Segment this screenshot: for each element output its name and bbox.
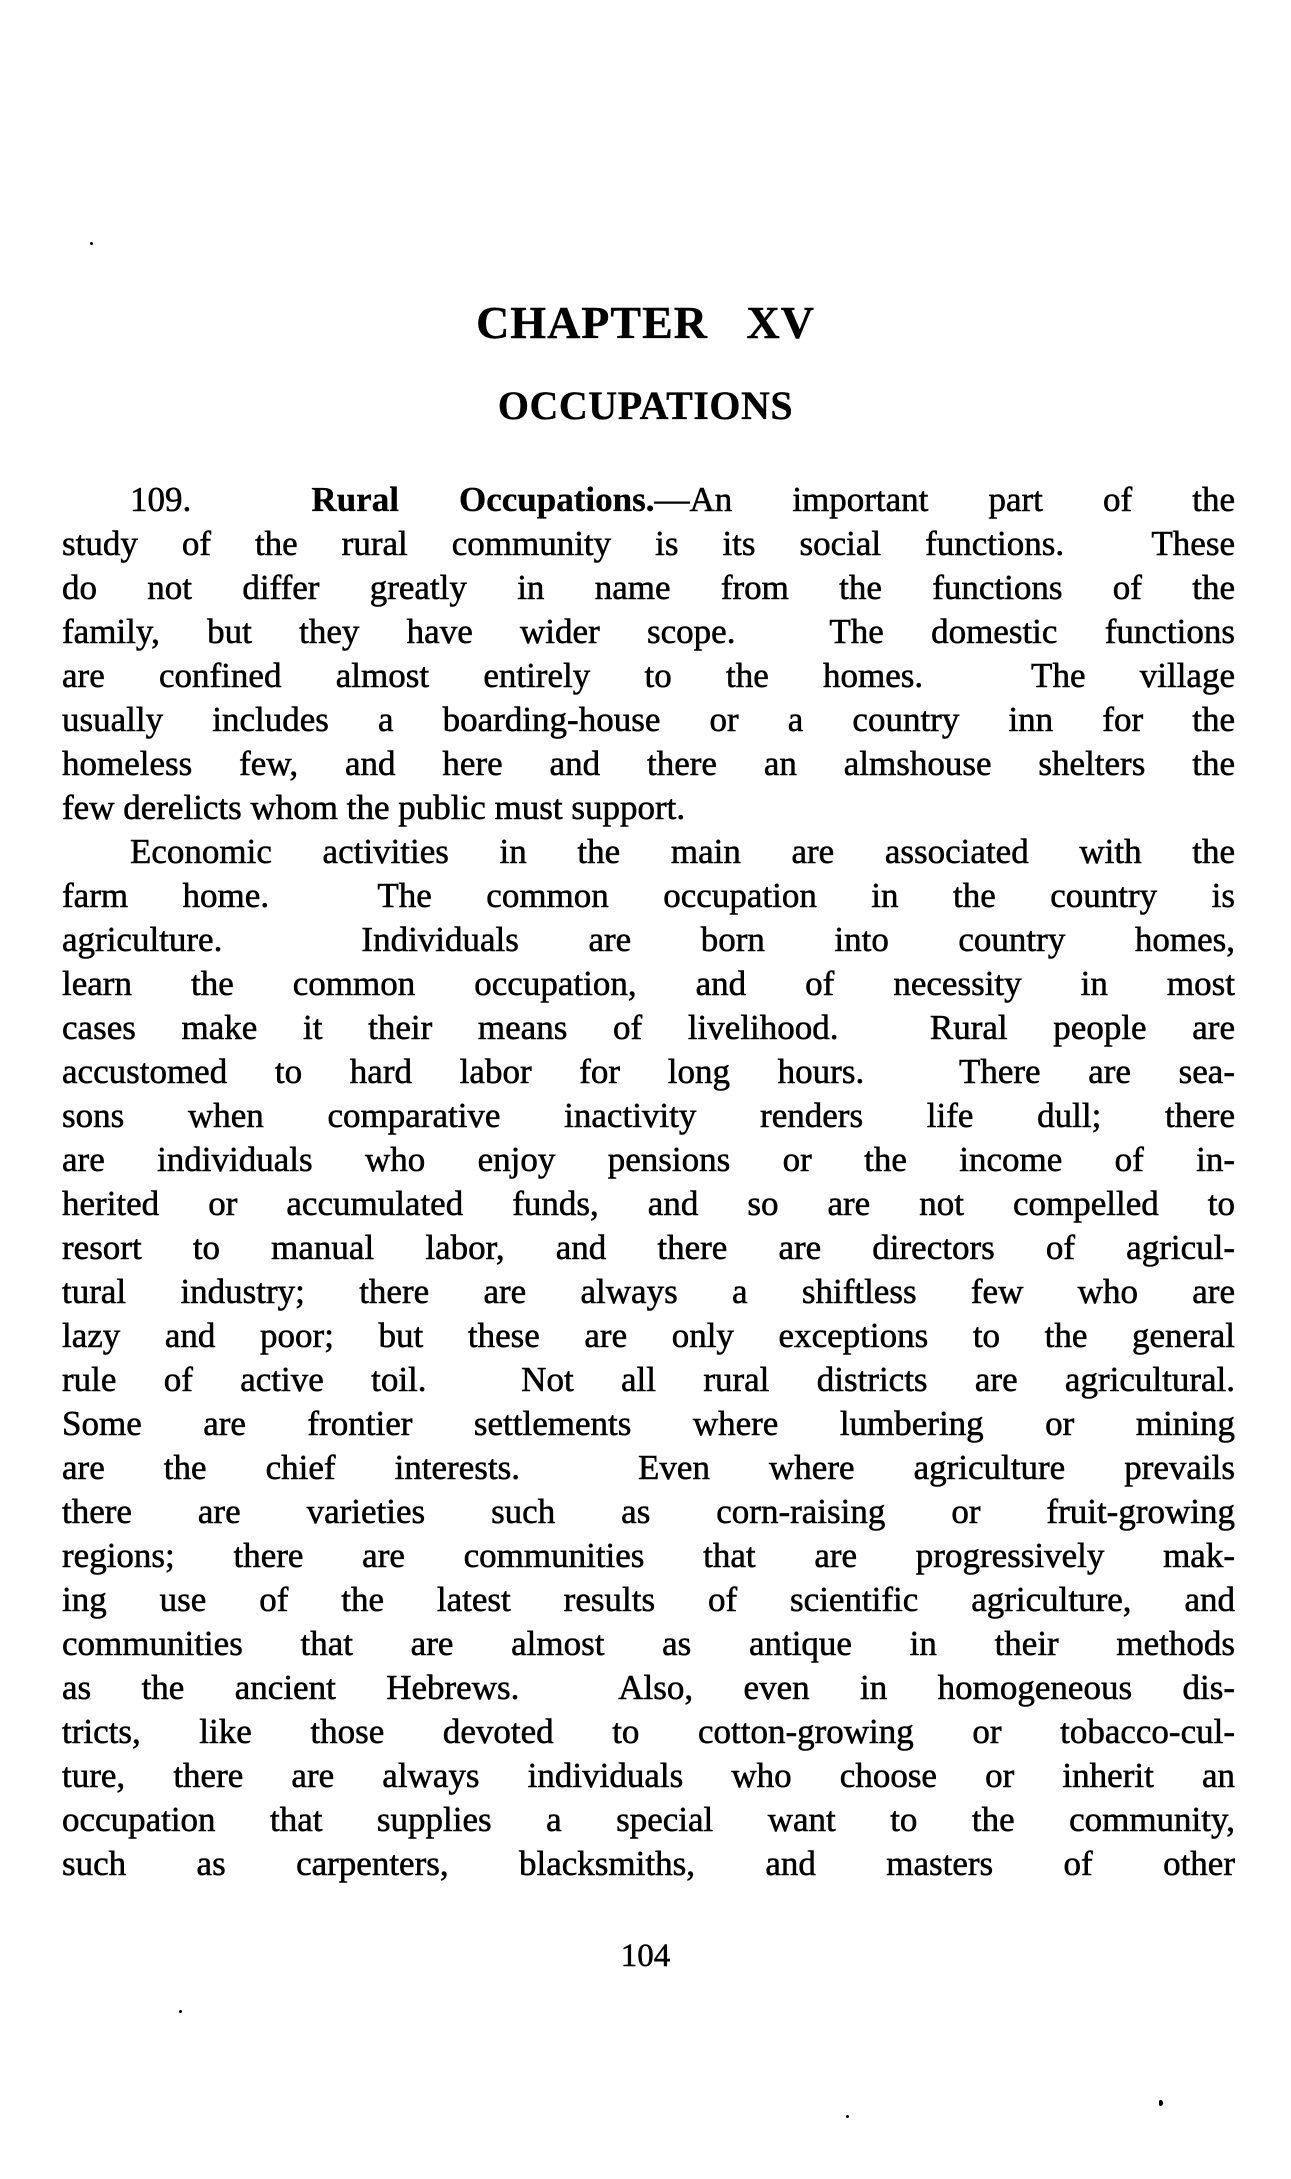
text-run: ing use of the latest results of scientific agriculture, and <box>62 1580 1235 1619</box>
text-run: agriculture. Individuals are born into country homes, <box>62 920 1235 959</box>
paragraph <box>62 478 1235 830</box>
section-heading: OCCUPATIONS <box>497 383 794 428</box>
page-number: 104 <box>620 1938 671 1974</box>
text-line <box>62 566 1235 610</box>
text-line <box>62 522 1235 566</box>
text-line <box>62 1138 1235 1182</box>
text-run: do not differ greatly in name from the functions of the <box>62 568 1235 607</box>
text-line <box>62 1314 1235 1358</box>
text-line <box>62 1402 1235 1446</box>
text-line <box>62 1754 1235 1798</box>
text-run: Some are frontier settlements where lumbering or mining <box>62 1404 1235 1443</box>
text-line <box>62 786 1235 830</box>
text-run: rule of active toil. Not all rural districts are agricultural. <box>62 1360 1235 1399</box>
text-run: herited or accumulated funds, and so are not compelled to <box>62 1184 1235 1223</box>
text-run: homeless few, and here and there an almshouse shelters the <box>62 744 1235 783</box>
text-line <box>62 1710 1235 1754</box>
text-line <box>62 1006 1235 1050</box>
text-line <box>62 830 1235 874</box>
scan-speck <box>179 2010 182 2013</box>
text-run: 109. <box>130 480 312 519</box>
text-run: are confined almost entirely to the homes. The village <box>62 656 1235 695</box>
scan-speck <box>1159 2100 1163 2106</box>
text-run: —An important part of the <box>654 480 1235 519</box>
text-line <box>62 1358 1235 1402</box>
text-line <box>62 962 1235 1006</box>
text-run: occupation that supplies a special want to the community, <box>62 1800 1235 1839</box>
text-line <box>62 1094 1235 1138</box>
text-line <box>62 1270 1235 1314</box>
text-run: usually includes a boarding-house or a country inn for the <box>62 700 1235 739</box>
text-line <box>62 1798 1235 1842</box>
page-body <box>62 478 1235 1886</box>
text-run: sons when comparative inactivity renders life dull; there <box>62 1096 1235 1135</box>
scan-speck <box>90 242 93 245</box>
text-line <box>62 1842 1235 1886</box>
text-run: there are varieties such as corn-raising or fruit-growing <box>62 1492 1235 1531</box>
text-line <box>62 1666 1235 1710</box>
text-run: resort to manual labor, and there are directors of agricul- <box>62 1228 1235 1267</box>
text-run: are individuals who enjoy pensions or the income of in- <box>62 1140 1235 1179</box>
text-line <box>62 742 1235 786</box>
section-lead: Rural Occupations. <box>311 480 655 519</box>
paragraph <box>62 830 1235 1886</box>
text-run: cases make it their means of livelihood. Rural people are <box>62 1008 1235 1047</box>
text-line <box>62 1490 1235 1534</box>
text-line <box>62 1050 1235 1094</box>
text-run: study of the rural community is its social functions. These <box>62 524 1235 563</box>
text-line <box>62 654 1235 698</box>
text-run: tural industry; there are always a shiftless few who are <box>62 1272 1235 1311</box>
text-run: Economic activities in the main are associated with the <box>130 832 1235 871</box>
text-line <box>62 1578 1235 1622</box>
text-run: ture, there are always individuals who choose or inherit an <box>62 1756 1235 1795</box>
chapter-heading: CHAPTER XV <box>476 297 815 348</box>
text-line <box>62 918 1235 962</box>
text-line <box>62 874 1235 918</box>
text-line <box>62 1182 1235 1226</box>
text-run: learn the common occupation, and of necessity in most <box>62 964 1235 1003</box>
text-run: farm home. The common occupation in the country is <box>62 876 1235 915</box>
text-run: are the chief interests. Even where agriculture prevails <box>62 1448 1235 1487</box>
text-run: as the ancient Hebrews. Also, even in homogeneous dis- <box>62 1668 1235 1707</box>
text-line <box>62 478 1235 522</box>
text-run: regions; there are communities that are progressively mak- <box>62 1536 1235 1575</box>
text-line <box>62 1446 1235 1490</box>
scan-speck <box>846 2115 849 2118</box>
text-run: communities that are almost as antique in their methods <box>62 1624 1235 1663</box>
text-line <box>62 1622 1235 1666</box>
text-run: accustomed to hard labor for long hours. There are sea- <box>62 1052 1235 1091</box>
text-run: tricts, like those devoted to cotton-growing or tobacco-cul- <box>62 1712 1235 1751</box>
text-run: family, but they have wider scope. The domestic functions <box>62 612 1235 651</box>
text-line <box>62 1534 1235 1578</box>
text-run: such as carpenters, blacksmiths, and masters of other <box>62 1844 1235 1883</box>
text-line <box>62 698 1235 742</box>
text-line <box>62 610 1235 654</box>
text-run: few derelicts whom the public must support. <box>62 788 686 827</box>
text-line <box>62 1226 1235 1270</box>
text-run: lazy and poor; but these are only exceptions to the general <box>62 1316 1235 1355</box>
